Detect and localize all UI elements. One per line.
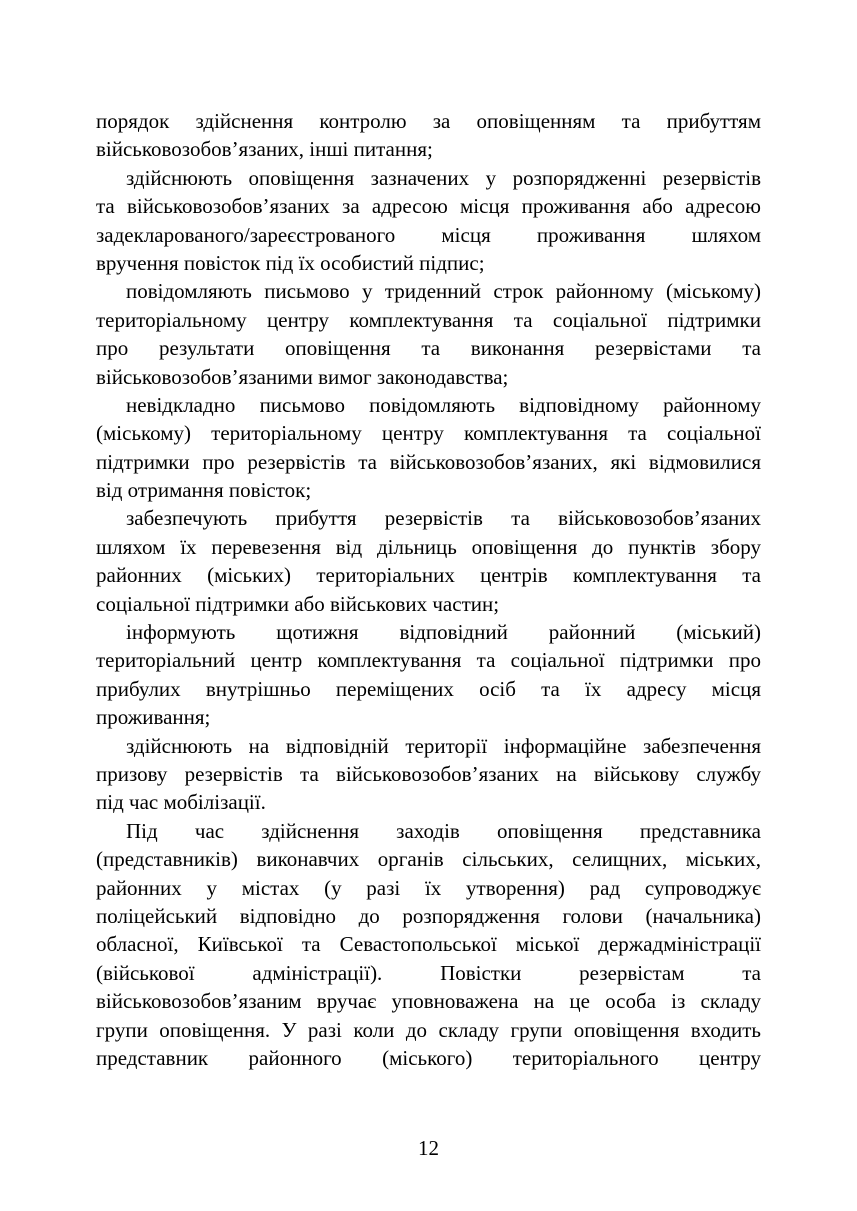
text-line: від отримання повісток; [96, 478, 312, 503]
page-number: 12 [418, 1136, 439, 1160]
paragraph [96, 107, 761, 164]
text-line: про результати оповіщення та виконання резервістами та [96, 336, 761, 361]
text-line: здійснюють оповіщення зазначених у розпорядженні резервістів [126, 165, 761, 190]
text-line: територіальному центру комплектування та соціальної підтримки [96, 307, 761, 332]
paragraph [96, 277, 761, 391]
paragraph [96, 732, 761, 817]
text-line: Під час здійснення заходів оповіщення представника [126, 818, 761, 843]
text-line: підтримки про резервістів та військовозобов’язаних, які відмовилися [96, 449, 761, 474]
paragraph [96, 504, 761, 618]
text-line: порядок здійснення контролю за оповіщенням та прибуттям [96, 109, 761, 133]
text-line: районних у містах (у разі їх утворення) рад супроводжує [96, 875, 761, 900]
text-line: військовозобов’язаними вимог законодавства; [96, 364, 509, 389]
text-line: групи оповіщення. У разі коли до складу групи оповіщення входить [96, 1017, 761, 1042]
paragraph [96, 817, 761, 1073]
text-line: під час мобілізації. [96, 790, 266, 815]
text-line: військовозобов’язаним вручає уповноважена на це особа із складу [96, 989, 761, 1014]
text-line: (військової адміністрації). Повістки резервістам та [96, 960, 761, 985]
paragraph [96, 164, 761, 278]
text-line: повідомляють письмово у триденний строк районному (міському) [126, 279, 761, 304]
text-line: призову резервістів та військовозобов’язаних на військову службу [96, 761, 761, 786]
text-line: задекларованого/зареєстрованого місця проживання шляхом [96, 222, 761, 247]
text-line: військовозобов’язаних, інші питання; [96, 137, 433, 162]
text-line: вручення повісток під їх особистий підпис; [96, 250, 485, 275]
text-line: здійснюють на відповідній території інформаційне забезпечення [126, 733, 761, 758]
text-line: проживання; [96, 705, 211, 730]
text-line: територіальний центр комплектування та соціальної підтримки про [96, 648, 761, 673]
text-line: забезпечують прибуття резервістів та військовозобов’язаних [126, 506, 761, 531]
text-line: районних (міських) територіальних центрів комплектування та [96, 563, 761, 588]
text-line: та військовозобов’язаних за адресою місця проживання або адресою [96, 194, 761, 219]
paragraph [96, 391, 761, 505]
text-line: поліцейський відповідно до розпорядження голови (начальника) [96, 903, 761, 928]
text-line: інформують щотижня відповідний районний (міський) [126, 620, 761, 645]
text-line: невідкладно письмово повідомляють відповідному районному [126, 392, 761, 417]
text-line: соціальної підтримки або військових частин; [96, 591, 500, 616]
paragraph [96, 618, 761, 732]
text-line: (міському) територіальному центру комплектування та соціальної [96, 421, 761, 446]
text-line: представник районного (міського) територіального центру [96, 1045, 761, 1070]
text-line: (представників) виконавчих органів сільських, селищних, міських, [96, 847, 761, 872]
text-line: обласної, Київської та Севастопольської міської держадміністрації [96, 932, 761, 957]
document-body [96, 107, 761, 1072]
text-line: прибулих внутрішньо переміщених осіб та їх адресу місця [96, 676, 761, 701]
text-line: шляхом їх перевезення від дільниць оповіщення до пунктів збору [96, 534, 761, 559]
